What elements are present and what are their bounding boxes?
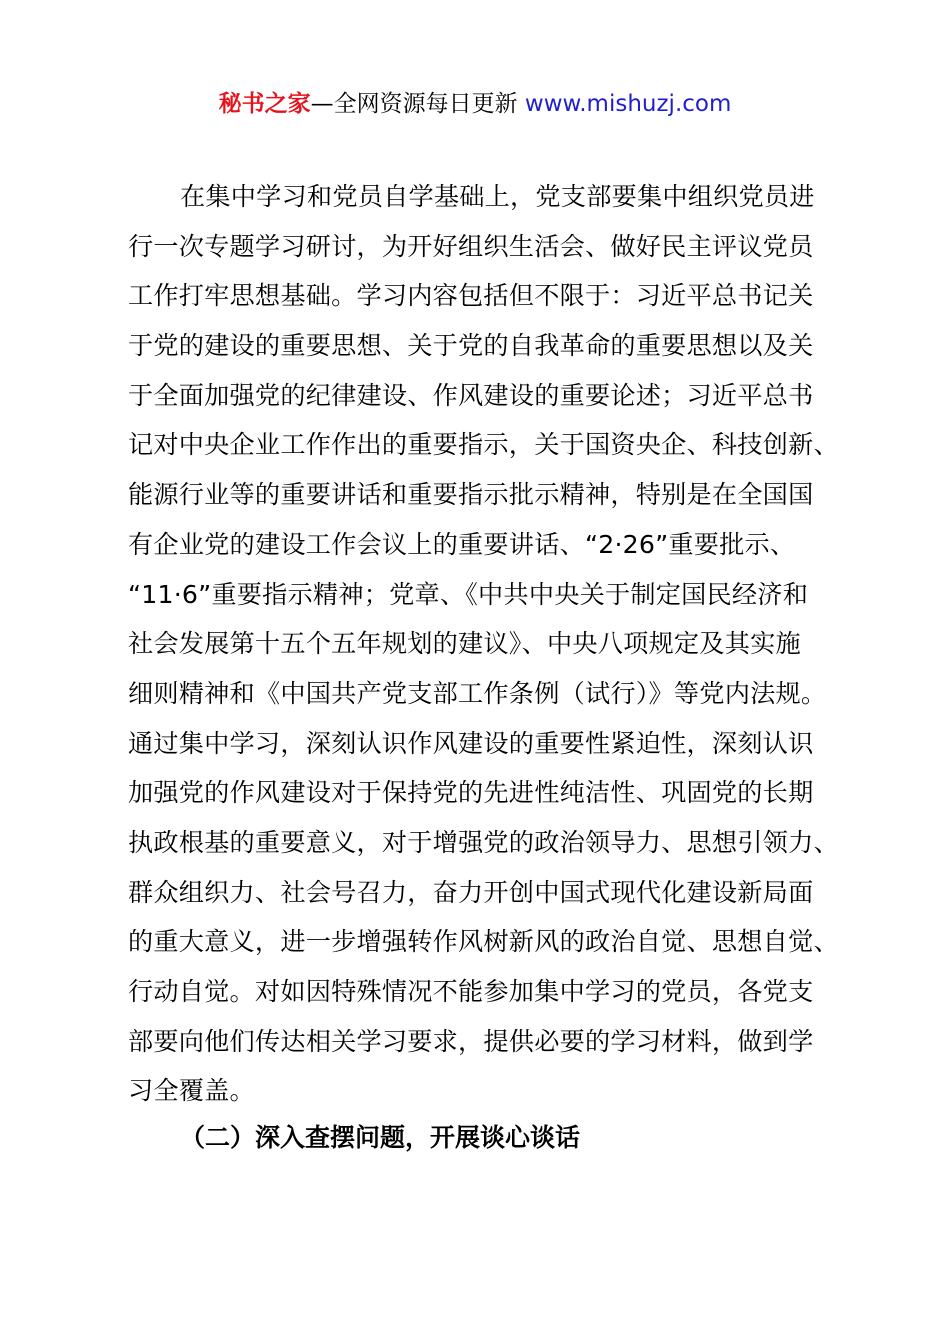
paragraph-line: 行动自觉。对如因特殊情况不能参加集中学习的党员，各党支 xyxy=(128,977,814,1006)
paragraph-line: 工作打牢思想基础。学习内容包括但不限于：习近平总书记关 xyxy=(128,281,814,311)
paragraph-line: 于党的建设的重要思想、关于党的自我革命的重要思想以及关 xyxy=(128,331,814,361)
paragraph-line: 的重大意义，进一步增强转作风树新风的政治自觉、思想自觉、 xyxy=(128,927,839,957)
section-subheading: （二）深入查摆问题，开展谈心谈话 xyxy=(180,1123,581,1152)
header-slogan: —全网资源每日更新 xyxy=(310,91,525,117)
paragraph-line: 行一次专题学习研讨，为开好组织生活会、做好民主评议党员 xyxy=(128,231,814,261)
paragraph-line: 执政根基的重要意义，对于增强党的政治领导力、思想引领力、 xyxy=(128,827,839,857)
paragraph-line: 社会发展第十五个五年规划的建议》、中央八项规定及其实施 xyxy=(128,629,801,659)
paragraph-line: 记对中央企业工作作出的重要指示，关于国资央企、科技创新、 xyxy=(128,430,839,460)
paragraph-line: 部要向他们传达相关学习要求，提供必要的学习材料，做到学 xyxy=(128,1026,814,1056)
paragraph-line: 有企业党的建设工作会议上的重要讲话、“2·26”重要批示、 xyxy=(128,529,796,559)
paragraph-line: 能源行业等的重要讲话和重要指示批示精神，特别是在全国国 xyxy=(128,480,814,510)
paragraph-line: 加强党的作风建设对于保持党的先进性纯洁性、巩固党的长期 xyxy=(128,778,814,808)
body-paragraph xyxy=(128,172,839,1116)
paragraph-line: 于全面加强党的纪律建设、作风建设的重要论述；习近平总书 xyxy=(128,380,814,410)
paragraph-line: “11·6”重要指示精神；党章、《中共中央关于制定国民经济和 xyxy=(128,579,809,609)
paragraph-line: 通过集中学习，深刻认识作风建设的重要性紧迫性，深刻认识 xyxy=(128,728,814,758)
paragraph-line: 群众组织力、社会号召力，奋力开创中国式现代化建设新局面 xyxy=(128,877,814,907)
page-header xyxy=(0,88,950,120)
paragraph-line: 习全覆盖。 xyxy=(128,1076,255,1106)
paragraph-line: 细则精神和《中国共产党支部工作条例（试行）》等党内法规。 xyxy=(128,678,827,708)
header-brand: 秘书之家 xyxy=(218,91,311,117)
paragraph-line: 在集中学习和党员自学基础上，党支部要集中组织党员进 xyxy=(180,182,815,211)
header-url-link[interactable]: www.mishuzj.com xyxy=(524,91,732,117)
